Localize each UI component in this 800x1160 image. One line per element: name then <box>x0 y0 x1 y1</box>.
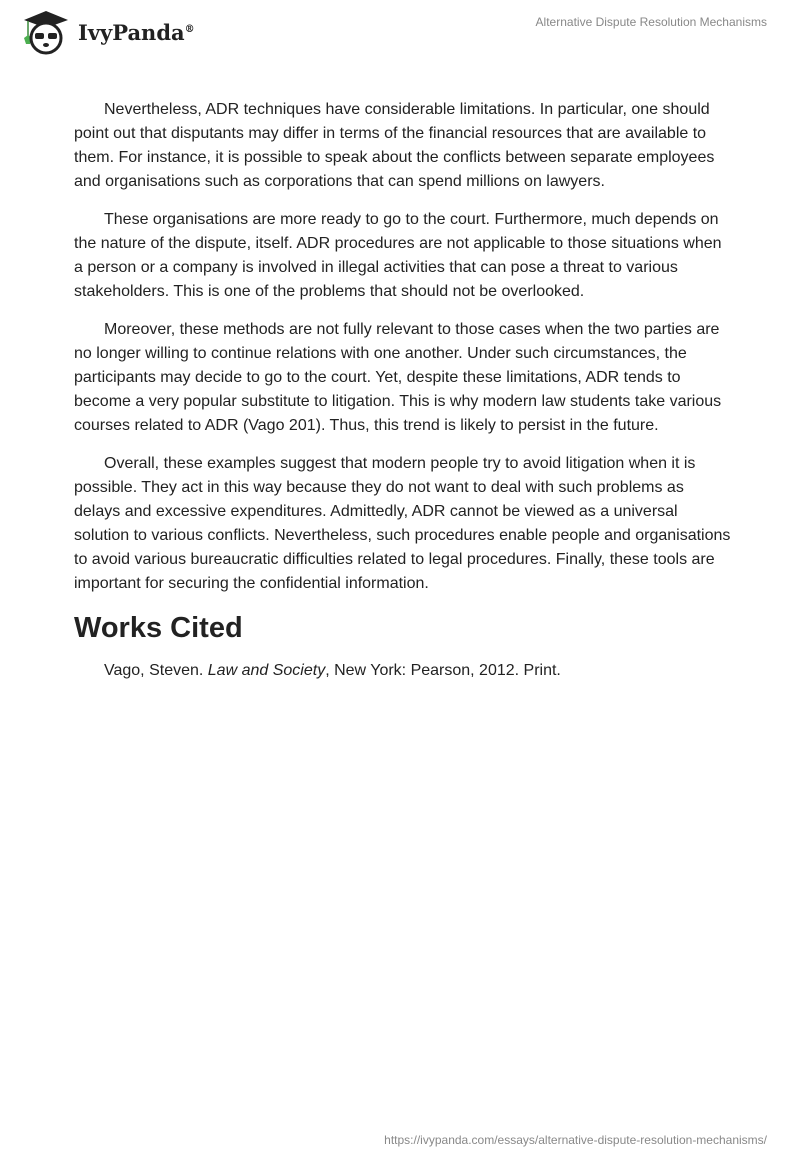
citation-title: Law and Society <box>207 662 326 679</box>
panda-logo-icon <box>20 8 72 56</box>
logo-text <box>78 20 195 45</box>
logo-name: IvyPanda <box>78 19 185 45</box>
paragraph: Moreover, these methods are not fully relevant to those cases when the two parties are no longer willing to continue relations with one another. Under such circumstances, the participants may decide to go to the court. Yet, despite these limitations, ADR tends to become a very popular substitute to litigation. This is why modern law students take various courses related to ADR (Vago 201). Thus, this trend is likely to persist in the future. <box>74 321 722 434</box>
footer-url[interactable]: https://ivypanda.com/essays/alternative-dispute-resolution-mechanisms/ <box>384 1133 767 1147</box>
citation-details: , New York: Pearson, 2012. Print. <box>325 662 561 679</box>
essay-body <box>74 98 734 697</box>
citation-author: Vago, Steven. <box>104 662 208 679</box>
paragraph: Nevertheless, ADR techniques have considerable limitations. In particular, one should point out that disputants may differ in terms of the financial resources that are available to them. For instance, it is possible to speak about the conflicts between separate employees and organisations such as corporations that can spend millions on lawyers. <box>74 101 715 190</box>
document-title: Alternative Dispute Resolution Mechanisms <box>535 15 767 29</box>
paragraph: These organisations are more ready to go to the court. Furthermore, much depends on the nature of the dispute, itself. ADR procedures are not applicable to those situations when a person or a company is involved in illegal activities that can pose a threat to various stakeholders. This is one of the problems that should not be overlooked. <box>74 211 722 300</box>
citation <box>74 659 734 683</box>
registered-mark: ® <box>184 23 195 35</box>
paragraph: Overall, these examples suggest that modern people try to avoid litigation when it is possible. They act in this way because they do not want to deal with such problems as delays and excessive expenditures. Admittedly, ADR cannot be viewed as a universal solution to various conflicts. Nevertheless, such procedures enable people and organisations to avoid various bureaucratic difficulties related to legal procedures. Finally, these tools are important for securing the confidential information. <box>74 455 731 592</box>
ivypanda-logo[interactable] <box>20 8 195 56</box>
works-cited-heading: Works Cited <box>74 612 243 644</box>
